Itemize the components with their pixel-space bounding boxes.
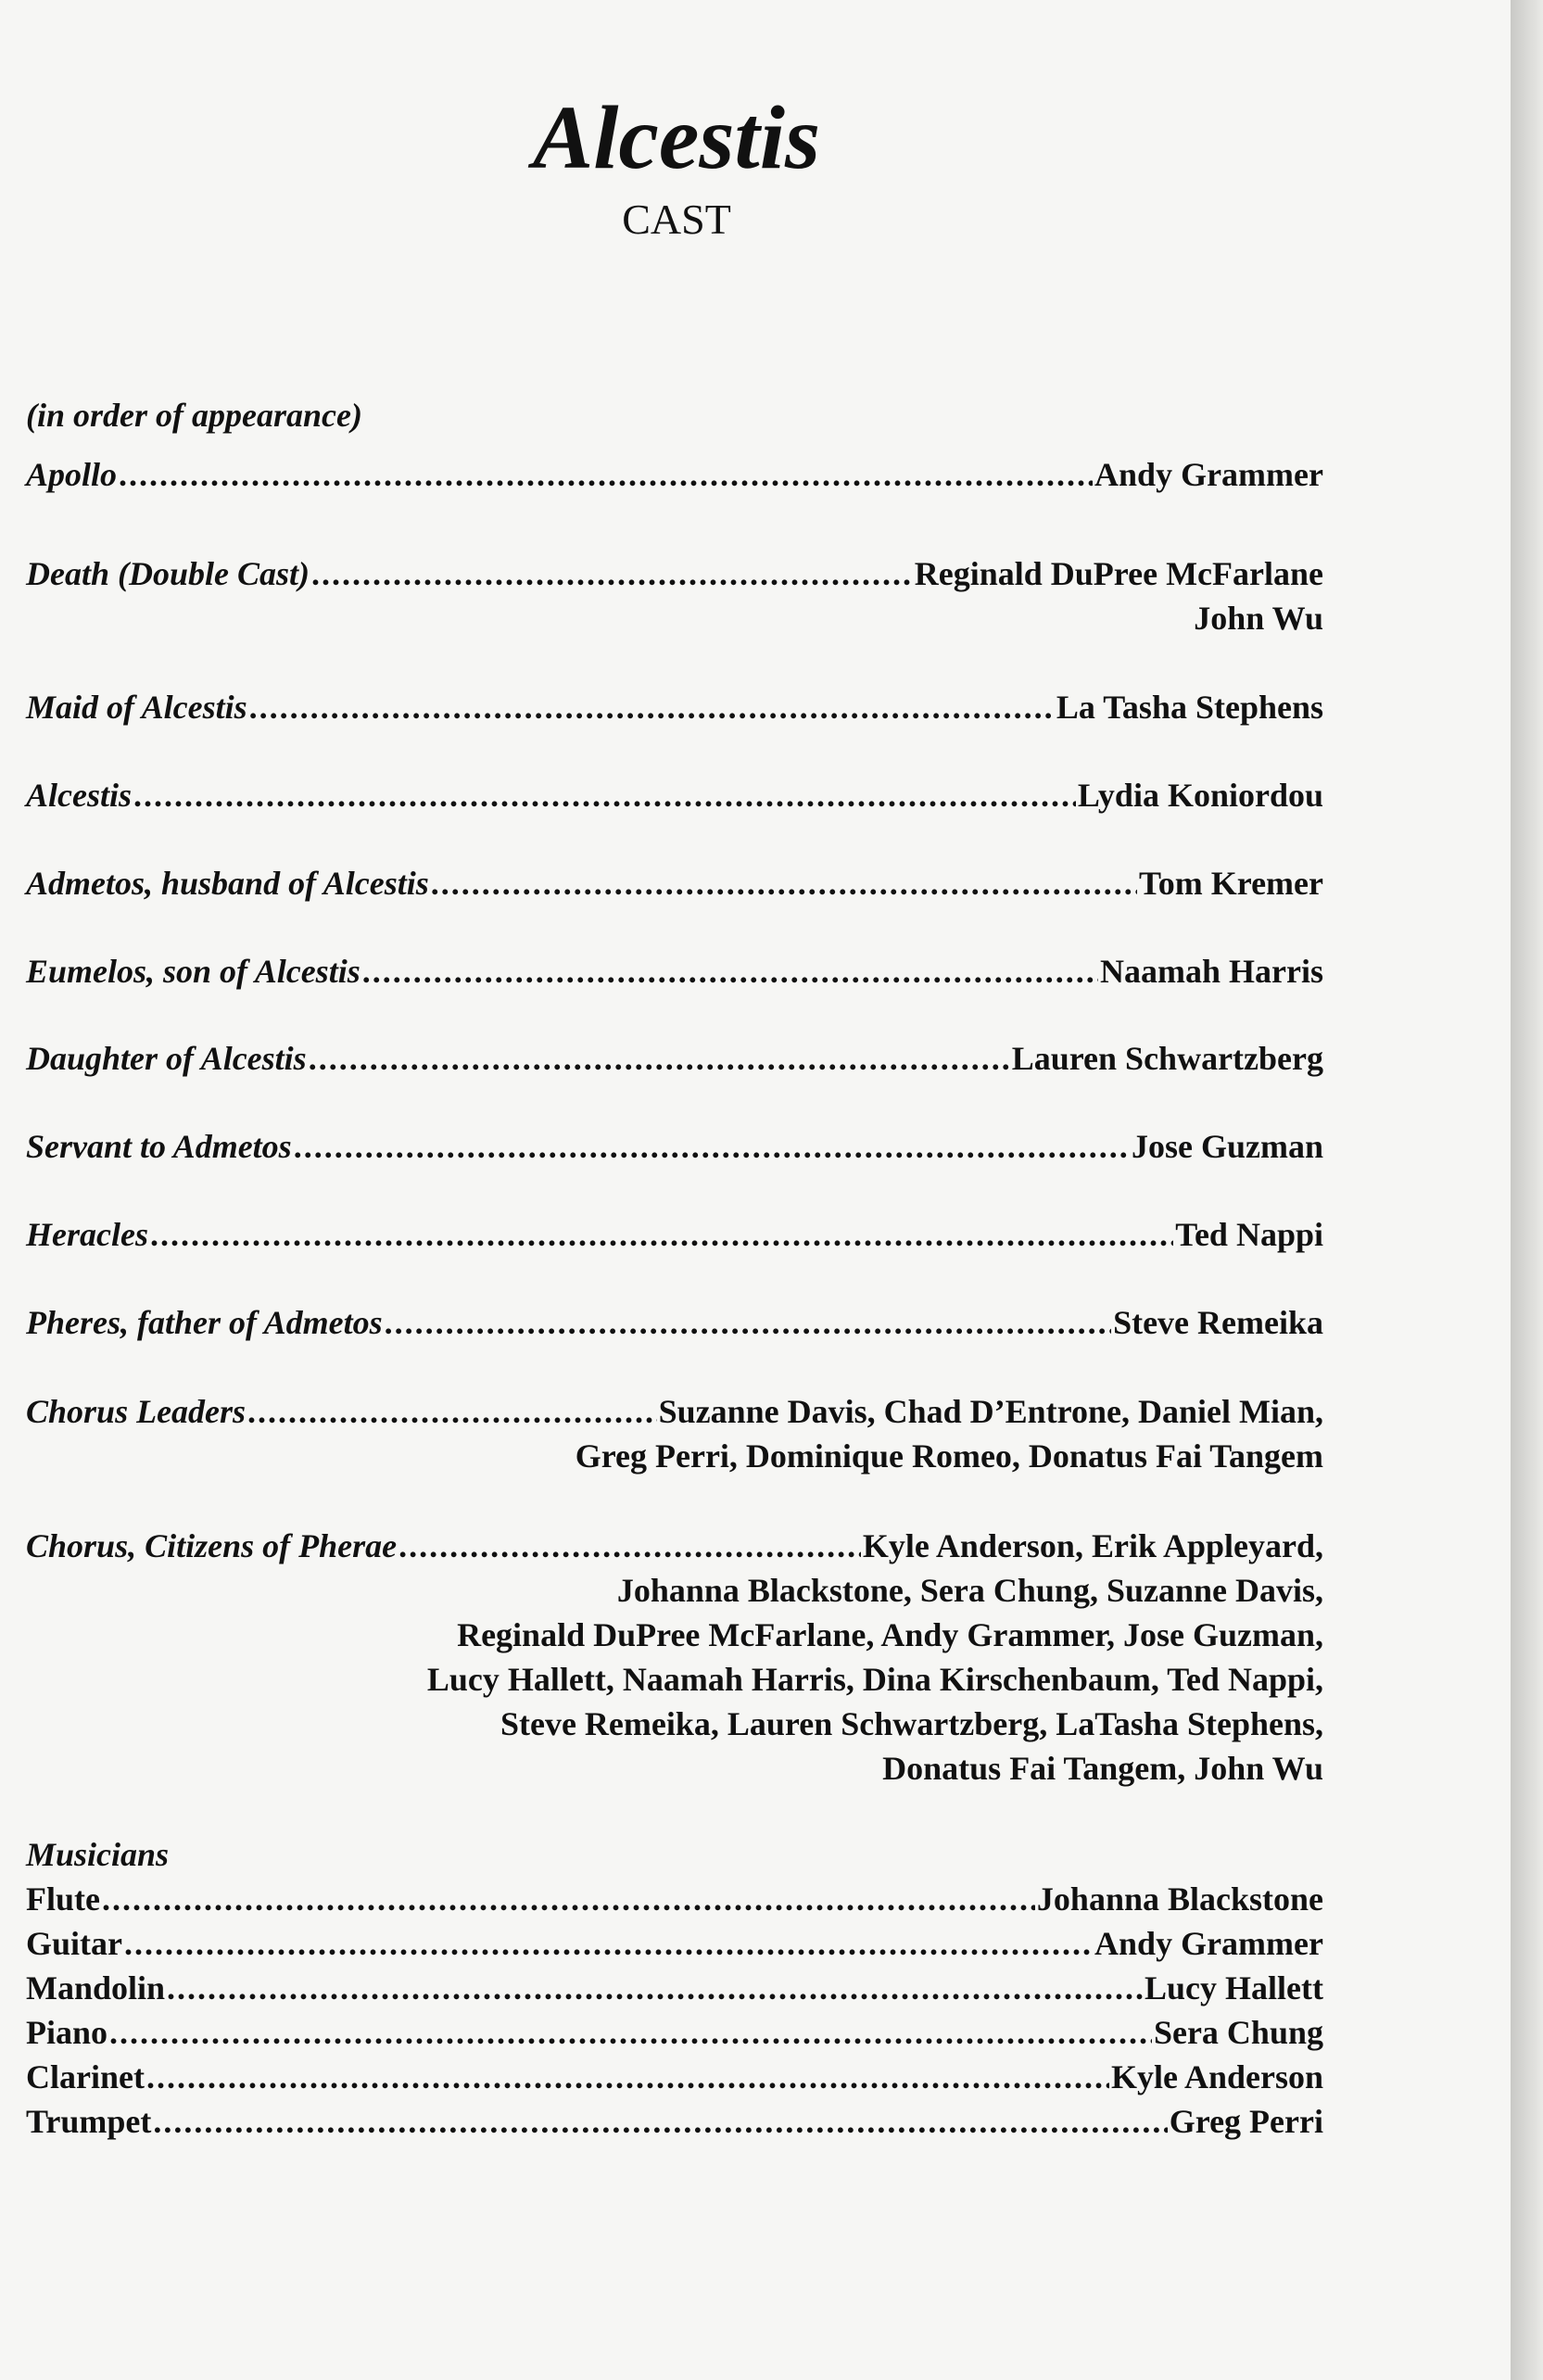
- musicians-heading: Musicians: [26, 1836, 170, 1873]
- cast-row: [26, 1529, 1323, 1563]
- actor-name: Tom Kremer: [1139, 865, 1323, 902]
- page-subtitle: CAST: [622, 196, 731, 243]
- role-name: Chorus, Citizens of Pherae: [26, 1527, 398, 1564]
- dot-leader: [385, 1306, 1111, 1339]
- cast-row: [26, 955, 1323, 988]
- dot-leader: [249, 690, 1055, 724]
- role-name: Eumelos, son of Alcestis: [26, 953, 360, 990]
- actor-name: Jose Guzman: [1132, 1128, 1323, 1165]
- cast-row: [26, 1130, 1323, 1163]
- actor-name-continued: Donatus Fai Tangem, John Wu: [882, 1750, 1323, 1787]
- cast-row: [26, 1306, 1323, 1339]
- dot-leader: [146, 2060, 1109, 2094]
- role-name: Chorus Leaders: [26, 1393, 247, 1430]
- actor-name-continued: John Wu: [1194, 600, 1323, 637]
- instrument-name: Guitar: [26, 1925, 122, 1962]
- dot-leader: [431, 867, 1137, 900]
- actor-name-continued: Reginald DuPree McFarlane, Andy Grammer, Jose Guzman,: [457, 1616, 1323, 1653]
- cast-row: [26, 1395, 1323, 1428]
- actor-name: Ted Nappi: [1175, 1216, 1323, 1253]
- dot-leader: [133, 779, 1076, 812]
- actor-name-continued: Lucy Hallett, Naamah Harris, Dina Kirschenbaum, Ted Nappi,: [426, 1661, 1323, 1698]
- actor-name: Reginald DuPree McFarlane: [914, 555, 1323, 592]
- dot-leader: [362, 955, 1098, 988]
- musician-row: [26, 2105, 1323, 2138]
- musician-name: Greg Perri: [1169, 2103, 1323, 2140]
- role-name: Death (Double Cast): [26, 555, 310, 592]
- role-name: Maid of Alcestis: [26, 689, 247, 726]
- musician-name: Sera Chung: [1153, 2014, 1323, 2051]
- role-name: Pheres, father of Admetos: [26, 1304, 383, 1341]
- instrument-name: Trumpet: [26, 2103, 152, 2140]
- role-name: Heracles: [26, 1216, 148, 1253]
- cast-row: [26, 867, 1323, 900]
- musician-name: Kyle Anderson: [1110, 2058, 1323, 2095]
- actor-name: Lauren Schwartzberg: [1011, 1040, 1323, 1077]
- role-name: Servant to Admetos: [26, 1128, 292, 1165]
- musician-row: [26, 1971, 1323, 2005]
- instrument-name: Mandolin: [26, 1969, 166, 2007]
- dot-leader: [109, 2016, 1152, 2049]
- dot-leader: [150, 1218, 1173, 1251]
- actor-name: Lydia Koniordou: [1077, 777, 1323, 814]
- dot-leader: [311, 557, 913, 590]
- dot-leader: [102, 1882, 1035, 1916]
- cast-row: [26, 458, 1323, 491]
- actor-name: Kyle Anderson, Erik Appleyard,: [862, 1527, 1323, 1564]
- actor-name-continued: Greg Perri, Dominique Romeo, Donatus Fai Tangem: [575, 1437, 1323, 1475]
- musician-name: Lucy Hallett: [1145, 1969, 1323, 2007]
- cast-row: [26, 1218, 1323, 1251]
- musician-row: [26, 2060, 1323, 2094]
- order-note: (in order of appearance): [26, 397, 362, 434]
- musician-row: [26, 1882, 1323, 1916]
- role-name: Apollo: [26, 456, 118, 493]
- cast-row: [26, 690, 1323, 724]
- actor-name: Naamah Harris: [1100, 953, 1323, 990]
- instrument-name: Clarinet: [26, 2058, 145, 2095]
- role-name: Admetos, husband of Alcestis: [26, 865, 429, 902]
- cast-row: [26, 779, 1323, 812]
- dot-leader: [309, 1042, 1010, 1075]
- role-name: Alcestis: [26, 777, 132, 814]
- instrument-name: Flute: [26, 1880, 100, 1918]
- dot-leader: [247, 1395, 657, 1428]
- dot-leader: [153, 2105, 1167, 2138]
- instrument-name: Piano: [26, 2014, 108, 2051]
- actor-name: Suzanne Davis, Chad D’Entrone, Daniel Mian,: [658, 1393, 1323, 1430]
- musician-row: [26, 1927, 1323, 1960]
- role-name: Daughter of Alcestis: [26, 1040, 307, 1077]
- dot-leader: [119, 458, 1093, 491]
- actor-name: La Tasha Stephens: [1056, 689, 1323, 726]
- dot-leader: [294, 1130, 1130, 1163]
- actor-name: Andy Grammer: [1094, 456, 1323, 493]
- dot-leader: [398, 1529, 861, 1563]
- dot-leader: [167, 1971, 1143, 2005]
- cast-row: [26, 1042, 1323, 1075]
- cast-row: [26, 557, 1323, 590]
- actor-name-continued: Steve Remeika, Lauren Schwartzberg, LaTasha Stephens,: [500, 1705, 1323, 1742]
- musician-name: Andy Grammer: [1094, 1925, 1323, 1962]
- actor-name-continued: Johanna Blackstone, Sera Chung, Suzanne Davis,: [616, 1572, 1323, 1609]
- musician-row: [26, 2016, 1323, 2049]
- dot-leader: [124, 1927, 1093, 1960]
- musician-name: Johanna Blackstone: [1036, 1880, 1323, 1918]
- page-title: Alcestis: [532, 88, 821, 188]
- page-edge: [1511, 0, 1543, 2380]
- actor-name: Steve Remeika: [1113, 1304, 1323, 1341]
